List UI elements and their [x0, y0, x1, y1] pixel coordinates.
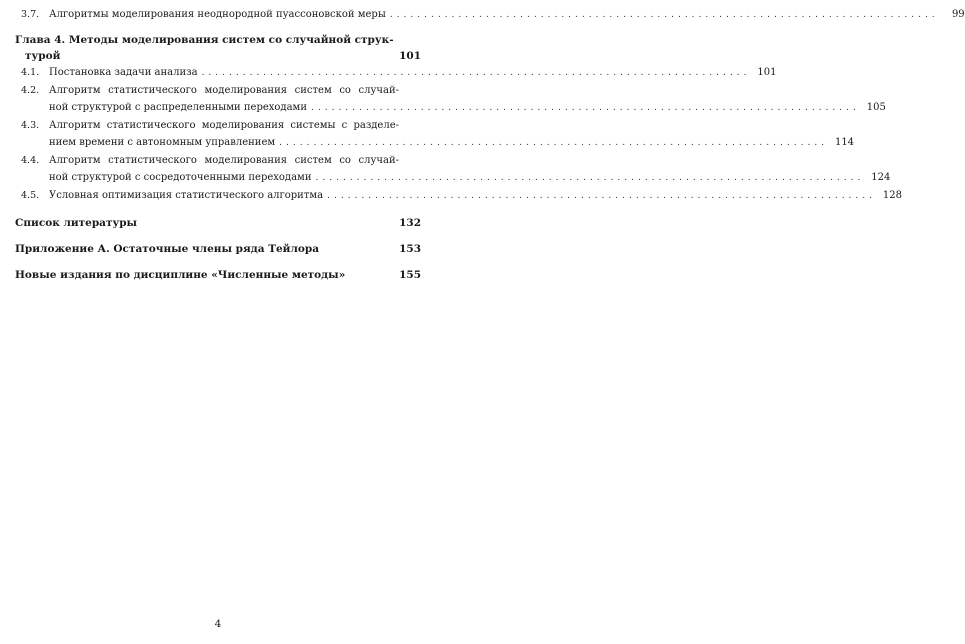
- section-title-continued: ной структурой с распределенными переходами: [49, 102, 307, 113]
- section-title: Алгоритмы моделирования неоднородной пуассоновской меры: [49, 9, 386, 20]
- section-number: 4.2.: [21, 85, 40, 96]
- page-ref: 124: [871, 172, 891, 183]
- section-title-line2: [15, 134, 855, 152]
- toc-entry-4-1[interactable]: [15, 64, 777, 82]
- toc-entry-3-7[interactable]: [15, 6, 965, 24]
- toc-chapter-4[interactable]: [15, 32, 421, 64]
- new-editions-title: Новые издания по дисциплине «Численные методы»: [15, 269, 346, 281]
- section-title: Алгоритм статистического моделирования системы с разделе-: [49, 120, 399, 131]
- chapter-title-continued: турой: [25, 50, 61, 62]
- table-of-contents: [15, 6, 965, 283]
- page-ref: 101: [399, 50, 421, 62]
- page-ref: 101: [757, 67, 777, 78]
- section-title-line1: [15, 152, 399, 169]
- appendix-title: Приложение А. Остаточные члены ряда Тейлора: [15, 243, 320, 255]
- dot-leader: ................................................................................: [315, 173, 865, 183]
- section-title: Алгоритм статистического моделирования систем со случай-: [49, 85, 399, 96]
- section-title-continued: ной структурой с сосредоточенными переходами: [49, 172, 312, 183]
- page-ref: 99: [951, 9, 965, 20]
- page-ref: 132: [399, 217, 421, 229]
- section-number: 4.3.: [21, 120, 40, 131]
- section-number: 4.4.: [21, 155, 40, 166]
- section-title-line2: [15, 99, 886, 117]
- chapter-title: Глава 4. Методы моделирования систем со случайной струк-: [15, 34, 394, 46]
- section-title: Постановка задачи анализа: [49, 67, 198, 78]
- chapter-title-line2: [15, 48, 421, 64]
- page-ref: 114: [834, 137, 855, 148]
- section-number: 4.1.: [21, 67, 40, 78]
- page-ref: 153: [399, 243, 421, 255]
- section-title-line2: [15, 169, 891, 187]
- toc-bibliography[interactable]: [15, 215, 421, 231]
- section-title-line1: [15, 117, 399, 134]
- section-title: Алгоритм статистического моделирования систем со случай-: [49, 155, 399, 166]
- dot-leader: ................................................................................: [389, 10, 939, 20]
- toc-entry-4-5[interactable]: [15, 187, 902, 205]
- toc-entry-4-4[interactable]: [15, 152, 891, 187]
- toc-entry-4-3[interactable]: [15, 117, 855, 152]
- section-title-line1: [15, 82, 399, 99]
- page-ref: 128: [882, 190, 902, 201]
- chapter-title-line1: [15, 32, 421, 48]
- section-number: 4.5.: [21, 190, 40, 201]
- section-title: Условная оптимизация статистического алгоритма: [49, 190, 324, 201]
- section-title-continued: нием времени с автономным управлением: [49, 137, 276, 148]
- bibliography-title: Список литературы: [15, 217, 138, 229]
- dot-leader: ................................................................................: [327, 191, 876, 201]
- section-number: 3.7.: [21, 9, 40, 20]
- toc-appendix-a[interactable]: [15, 241, 421, 257]
- toc-entry-4-2[interactable]: [15, 82, 886, 117]
- dot-leader: ................................................................................: [311, 103, 860, 113]
- page-number: 4: [214, 618, 222, 630]
- dot-leader: ................................................................................: [201, 68, 751, 78]
- page-ref: 155: [399, 269, 421, 281]
- page-ref: 105: [866, 102, 886, 113]
- dot-leader: ................................................................................: [279, 138, 829, 148]
- toc-new-editions[interactable]: [15, 267, 421, 283]
